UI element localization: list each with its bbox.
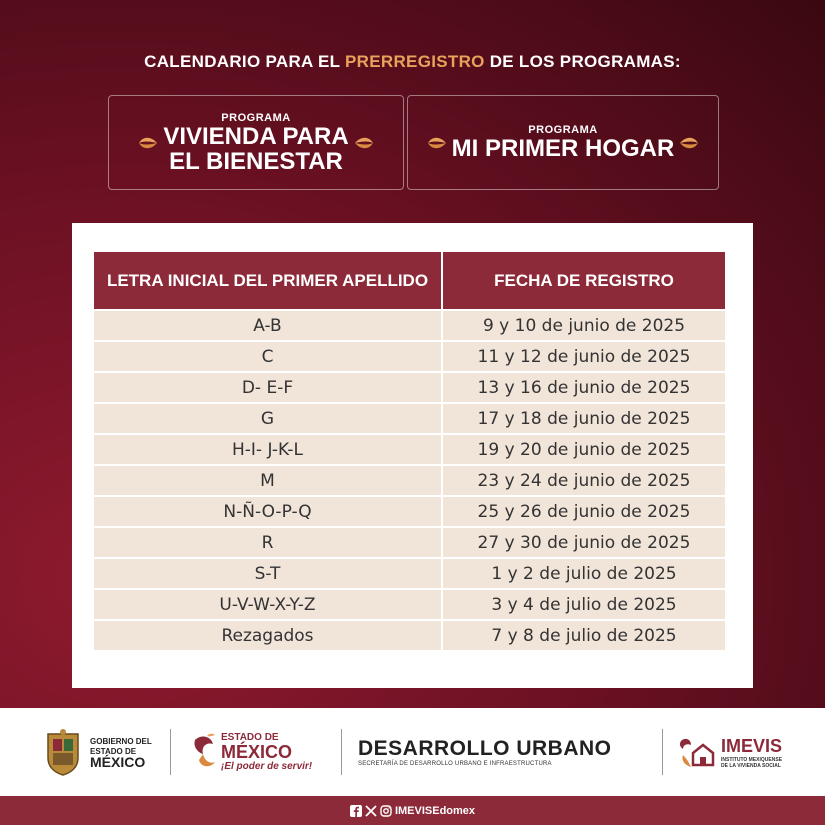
cell-letter: Rezagados bbox=[94, 620, 442, 650]
cell-letter: C bbox=[94, 341, 442, 372]
estado-emblem-icon bbox=[191, 732, 217, 772]
table-row bbox=[94, 434, 725, 465]
table-row bbox=[94, 372, 725, 403]
gobierno-logo bbox=[44, 728, 170, 776]
cell-date: 27 y 30 de junio de 2025 bbox=[442, 527, 725, 558]
table-row bbox=[94, 527, 725, 558]
desarrollo-urbano-logo bbox=[358, 737, 646, 767]
program-label: PROGRAMA bbox=[221, 111, 291, 124]
estado-de-mexico-logo bbox=[191, 732, 341, 772]
table-row bbox=[94, 496, 725, 527]
imevis-name: IMEVIS bbox=[721, 735, 783, 756]
divider bbox=[170, 729, 171, 775]
imevis-house-icon bbox=[677, 735, 717, 769]
leaf-left-icon bbox=[426, 132, 448, 154]
program-label: PROGRAMA bbox=[528, 123, 598, 136]
leaf-right-icon bbox=[353, 132, 375, 154]
cell-date: 23 y 24 de junio de 2025 bbox=[442, 465, 725, 496]
cell-letter: R bbox=[94, 527, 442, 558]
headline-part1: CALENDARIO PARA EL bbox=[144, 52, 346, 71]
table-row bbox=[94, 403, 725, 434]
imevis-line1: INSTITUTO MEXIQUENSE bbox=[721, 756, 783, 763]
program-name-line2: EL BIENESTAR bbox=[169, 147, 343, 175]
social-bar bbox=[0, 796, 825, 825]
table-row bbox=[94, 465, 725, 496]
instagram-icon[interactable] bbox=[380, 805, 392, 817]
table-row bbox=[94, 558, 725, 589]
facebook-icon[interactable] bbox=[350, 805, 362, 817]
cell-letter: M bbox=[94, 465, 442, 496]
program-name: MI PRIMER HOGAR bbox=[451, 134, 675, 162]
cell-letter: S-T bbox=[94, 558, 442, 589]
headline-part2: DE LOS PROGRAMAS: bbox=[484, 52, 681, 71]
cell-date: 9 y 10 de junio de 2025 bbox=[442, 310, 725, 341]
estado-slogan: ¡El poder de servir! bbox=[221, 761, 313, 772]
state-seal-icon bbox=[44, 728, 82, 776]
cell-date: 25 y 26 de junio de 2025 bbox=[442, 496, 725, 527]
imevis-logo bbox=[677, 735, 782, 769]
cell-date: 3 y 4 de julio de 2025 bbox=[442, 589, 725, 620]
program-box-mi-primer-hogar bbox=[407, 95, 719, 190]
footer-logos bbox=[0, 708, 825, 796]
header-date: FECHA DE REGISTRO bbox=[442, 252, 725, 310]
cell-letter: N-Ñ-O-P-Q bbox=[94, 496, 442, 527]
schedule-card bbox=[72, 223, 753, 688]
table-row bbox=[94, 620, 725, 650]
cell-date: 7 y 8 de julio de 2025 bbox=[442, 620, 725, 650]
leaf-right-icon bbox=[678, 132, 700, 154]
cell-date: 1 y 2 de julio de 2025 bbox=[442, 558, 725, 589]
table-row bbox=[94, 341, 725, 372]
schedule-table bbox=[94, 252, 725, 650]
cell-letter: G bbox=[94, 403, 442, 434]
gobierno-line3: MÉXICO bbox=[90, 754, 146, 770]
estado-line2: MÉXICO bbox=[221, 742, 293, 762]
leaf-left-icon bbox=[137, 132, 159, 154]
desarrollo-subtitle: SECRETARÍA DE DESARROLLO URBANO E INFRAESTRUCTURA bbox=[358, 761, 552, 767]
estado-line1: ESTADO DE bbox=[221, 732, 279, 743]
program-box-vivienda bbox=[108, 95, 404, 190]
cell-letter: H-I- J-K-L bbox=[94, 434, 442, 465]
headline bbox=[0, 52, 825, 72]
gobierno-line1: GOBIERNO DEL bbox=[90, 737, 152, 746]
social-handle[interactable]: IMEVISEdomex bbox=[394, 804, 476, 817]
cell-date: 11 y 12 de junio de 2025 bbox=[442, 341, 725, 372]
desarrollo-title: DESARROLLO URBANO bbox=[358, 737, 612, 760]
cell-date: 17 y 18 de junio de 2025 bbox=[442, 403, 725, 434]
cell-letter: D- E-F bbox=[94, 372, 442, 403]
x-icon[interactable] bbox=[365, 805, 377, 817]
table-row bbox=[94, 310, 725, 341]
headline-highlight: PRERREGISTRO bbox=[345, 52, 485, 71]
divider bbox=[341, 729, 342, 775]
table-row bbox=[94, 589, 725, 620]
gobierno-line2: ESTADO DE bbox=[90, 747, 137, 756]
cell-date: 13 y 16 de junio de 2025 bbox=[442, 372, 725, 403]
imevis-line2: DE LA VIVIENDA SOCIAL bbox=[721, 762, 781, 769]
cell-letter: A-B bbox=[94, 310, 442, 341]
cell-date: 19 y 20 de junio de 2025 bbox=[442, 434, 725, 465]
header-letter: LETRA INICIAL DEL PRIMER APELLIDO bbox=[94, 252, 442, 310]
cell-letter: U-V-W-X-Y-Z bbox=[94, 589, 442, 620]
table-header-row bbox=[94, 252, 725, 310]
divider bbox=[662, 729, 663, 775]
program-name-line1: VIVIENDA PARA bbox=[163, 122, 349, 150]
